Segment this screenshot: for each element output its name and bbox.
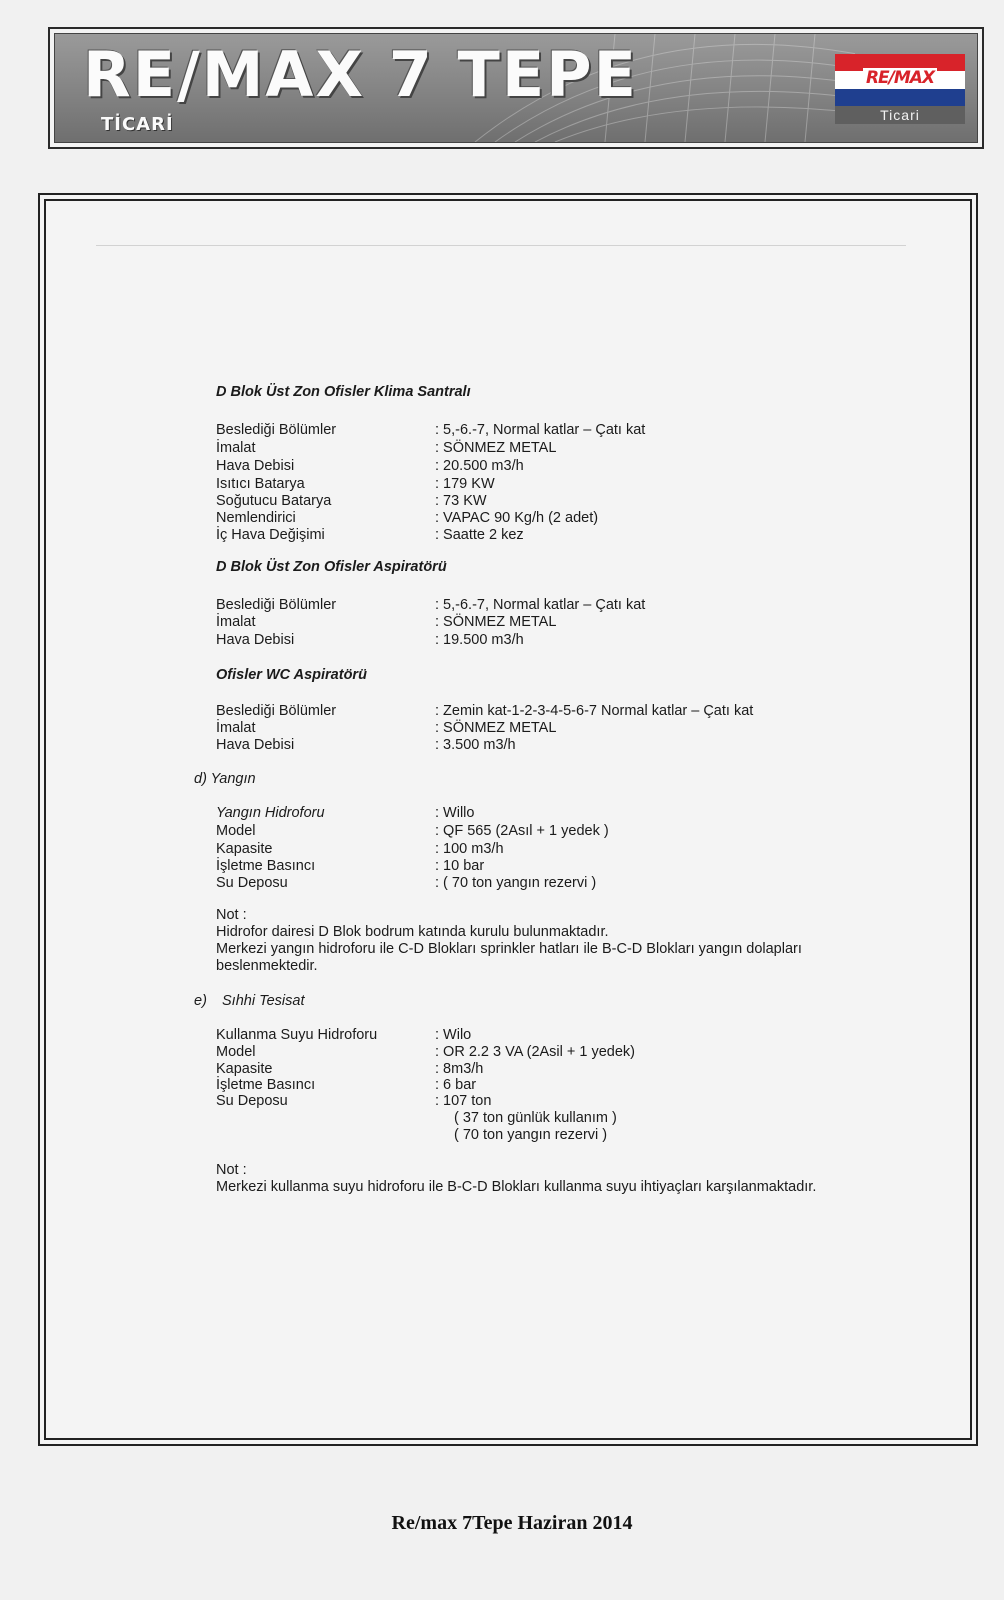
logo-stripe-blue [835, 89, 965, 106]
document-content [46, 201, 970, 1438]
header-banner [48, 27, 984, 149]
klima-label: Soğutucu Batarya [216, 493, 332, 509]
klima-label: İç Hava Değişimi [216, 527, 325, 543]
wc-label: Hava Debisi [216, 737, 295, 753]
klima-value: : SÖNMEZ METAL [435, 440, 557, 456]
wc-label: Beslediği Bölümler [216, 703, 337, 719]
yangin-note-label: Not : [216, 907, 247, 923]
sihhi-heading: Sıhhi Tesisat [222, 993, 305, 1009]
sihhi-value: : OR 2.2 3 VA (2Asil + 1 yedek) [435, 1044, 636, 1060]
klima-heading: D Blok Üst Zon Ofisler Klima Santralı [216, 384, 471, 400]
yangin-label: Yangın Hidroforu [216, 805, 325, 821]
document-frame [38, 193, 978, 1446]
klima-label: Beslediği Bölümler [216, 422, 337, 438]
page-footer: Re/max 7Tepe Haziran 2014 [391, 1512, 633, 1534]
klima-label: Hava Debisi [216, 458, 295, 474]
klima-value: : VAPAC 90 Kg/h (2 adet) [435, 510, 599, 526]
yangin-label: Kapasite [216, 841, 273, 857]
aspirator-label: Beslediği Bölümler [216, 597, 337, 613]
logo-wordmark: RE/MAX [835, 68, 965, 88]
remax-logo [835, 54, 965, 124]
wc-value: : 3.500 m3/h [435, 737, 516, 753]
sihhi-value: : 8m3/h [435, 1061, 484, 1077]
wc-label: İmalat [216, 720, 256, 736]
klima-value: : 73 KW [435, 493, 487, 509]
yangin-heading: d) Yangın [194, 771, 256, 787]
yangin-label: Model [216, 823, 256, 839]
sihhi-note-label: Not : [216, 1162, 247, 1178]
banner-background [54, 33, 978, 143]
klima-label: İmalat [216, 440, 256, 456]
sihhi-label: Kullanma Suyu Hidroforu [216, 1027, 378, 1043]
klima-value: : Saatte 2 kez [435, 527, 524, 543]
sihhi-label: Kapasite [216, 1061, 273, 1077]
yangin-note-line: beslenmektedir. [216, 958, 318, 974]
sihhi-label: İşletme Basıncı [216, 1077, 316, 1093]
wc-value: : Zemin kat-1-2-3-4-5-6-7 Normal katlar – Çatı kat [435, 703, 754, 719]
yangin-label: Su Deposu [216, 875, 288, 891]
yangin-label: İşletme Basıncı [216, 858, 316, 874]
aspirator-value: : 19.500 m3/h [435, 632, 524, 648]
klima-value: : 5,-6.-7, Normal katlar – Çatı kat [435, 422, 646, 438]
klima-label: Nemlendirici [216, 510, 296, 526]
sihhi-extra-line: ( 37 ton günlük kullanım ) [454, 1110, 617, 1126]
yangin-note-line: Merkezi yangın hidroforu ile C-D Blokları sprinkler hatları ile B-C-D Blokları yangın dolapları [216, 941, 802, 957]
scan-artifact [96, 245, 906, 246]
sihhi-label: Model [216, 1044, 256, 1060]
sihhi-value: : 107 ton [435, 1093, 492, 1109]
sihhi-extra-line: ( 70 ton yangın rezervi ) [454, 1127, 608, 1143]
sihhi-value: : 6 bar [435, 1077, 477, 1093]
yangin-value: : ( 70 ton yangın rezervi ) [435, 875, 597, 891]
klima-label: Isıtıcı Batarya [216, 476, 305, 492]
yangin-value: : QF 565 (2Asıl + 1 yedek ) [435, 823, 609, 839]
sihhi-label: Su Deposu [216, 1093, 288, 1109]
sihhi-value: : Wilo [435, 1027, 472, 1043]
sihhi-heading-letter: e) [194, 993, 207, 1009]
klima-value: : 179 KW [435, 476, 495, 492]
yangin-note-line: Hidrofor dairesi D Blok bodrum katında kurulu bulunmaktadır. [216, 924, 609, 940]
yangin-value: : 100 m3/h [435, 841, 504, 857]
aspirator-label: Hava Debisi [216, 632, 295, 648]
aspirator-value: : 5,-6.-7, Normal katlar – Çatı kat [435, 597, 646, 613]
aspirator-label: İmalat [216, 614, 256, 630]
yangin-value: : Willo [435, 805, 475, 821]
aspirator-value: : SÖNMEZ METAL [435, 614, 557, 630]
banner-subtitle: TİCARİ [101, 114, 174, 135]
logo-label: Ticari [835, 106, 965, 124]
document-inner-border [44, 199, 972, 1440]
sihhi-note-line: Merkezi kullanma suyu hidroforu ile B-C-D Blokları kullanma suyu ihtiyaçları karşılanmaktadır. [216, 1179, 817, 1195]
wc-heading: Ofisler WC Aspiratörü [216, 667, 367, 683]
yangin-value: : 10 bar [435, 858, 485, 874]
banner-title: RE/MAX 7 TEPE [83, 38, 638, 111]
wc-value: : SÖNMEZ METAL [435, 720, 557, 736]
aspirator-heading: D Blok Üst Zon Ofisler Aspiratörü [216, 559, 447, 575]
klima-value: : 20.500 m3/h [435, 458, 524, 474]
